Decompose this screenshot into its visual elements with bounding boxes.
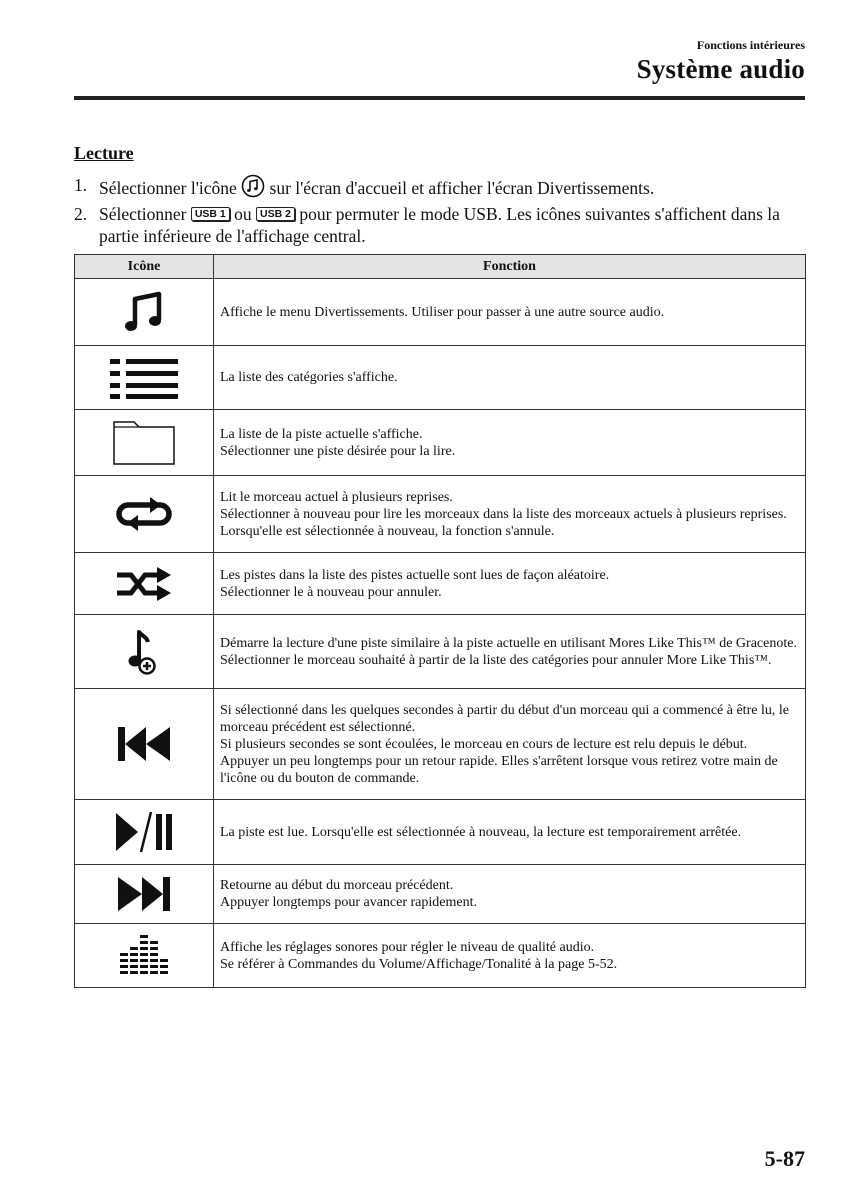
table-row (75, 865, 806, 924)
function-text: Affiche les réglages sonores pour régler le niveau de qualité audio. (220, 939, 595, 955)
function-text: La piste est lue. Lorsqu'elle est sélectionnée à nouveau, la lecture est temporairement arrêtée. (220, 824, 742, 840)
step-text: Sélectionner l'icône (99, 178, 237, 198)
folder-icon (112, 420, 176, 466)
icon-function-table (74, 254, 806, 988)
column-header-function: Fonction (214, 255, 806, 279)
more-like-this-icon (126, 628, 162, 676)
table-row (75, 553, 806, 615)
section-title: Lecture (74, 143, 134, 163)
table-row (75, 689, 806, 800)
function-text: Sélectionner le à nouveau pour annuler. (220, 584, 442, 600)
play-pause-icon (114, 810, 174, 854)
function-text: La liste des catégories s'affiche. (220, 370, 398, 385)
step-text: ou (234, 204, 252, 224)
equalizer-icon (118, 933, 170, 979)
table-row (75, 800, 806, 865)
repeat-icon (114, 493, 174, 535)
page-title: Système audio (636, 54, 805, 84)
table-row (75, 924, 806, 988)
function-text: Démarre la lecture d'une piste similaire à la piste actuelle en utilisant Mores Like This™ de Gracenote. (220, 635, 797, 651)
header-rule (74, 96, 805, 100)
table-row (75, 346, 806, 410)
step-number: 2. (74, 204, 88, 224)
chapter-subtitle: Fonctions intérieures (696, 38, 805, 52)
function-text: Appuyer longtemps pour avancer rapidement. (220, 895, 477, 910)
previous-track-icon (116, 725, 172, 763)
function-text: Si sélectionné dans les quelques secondes à partir du début d'un morceau qui a commencé à être lu, le morceau précédent est sélectionné. (220, 702, 789, 735)
shuffle-icon (113, 563, 175, 605)
function-text: Sélectionner une piste désirée pour la lire. (220, 443, 456, 459)
steps-list (74, 174, 809, 247)
function-text: Lit le morceau actuel à plusieurs reprises. (220, 489, 453, 505)
table-row (75, 410, 806, 476)
function-text: Sélectionner à nouveau pour lire les morceaux dans la liste des morceaux actuels à plusieurs reprises. (220, 506, 787, 522)
function-text: Affiche le menu Divertissements. Utiliser pour passer à une autre source audio. (220, 304, 665, 320)
function-text: Sélectionner le morceau souhaité à partir de la liste des catégories pour annuler More Like This™. (220, 652, 772, 668)
next-track-icon (116, 875, 172, 913)
function-text: Lorsqu'elle est sélectionnée à nouveau, la fonction s'annule. (220, 523, 555, 539)
function-text: Si plusieurs secondes se sont écoulées, le morceau en cours de lecture est relu depuis le début. (220, 736, 748, 752)
table-row (75, 615, 806, 689)
usb2-button-icon: USB 2 (256, 207, 295, 221)
step-text: Sélectionner (99, 204, 187, 224)
step-1 (74, 174, 809, 203)
usb1-button-icon: USB 1 (191, 207, 230, 221)
table-header-row (75, 255, 806, 279)
category-list-icon (109, 356, 179, 400)
function-text: La liste de la piste actuelle s'affiche. (220, 426, 423, 442)
function-text: Les pistes dans la liste des pistes actuelle sont lues de façon aléatoire. (220, 567, 610, 583)
music-note-icon (121, 289, 167, 335)
step-2 (74, 203, 809, 247)
column-header-icon: Icône (75, 255, 214, 279)
step-number: 1. (74, 175, 88, 195)
function-text: Retourne au début du morceau précédent. (220, 878, 454, 893)
step-text: pour permuter le mode USB. Les icônes suivantes s'affichent dans la partie inférieure de l'affichage central. (99, 204, 780, 246)
table-row (75, 279, 806, 346)
entertainment-icon (241, 174, 265, 203)
step-text: sur l'écran d'accueil et afficher l'écran Divertissements. (269, 178, 655, 198)
table-row (75, 476, 806, 553)
function-text: Appuyer un peu longtemps pour un retour rapide. Elles s'arrêtent lorsque vous retirez votre main de l'icône ou du bouton de commande. (220, 753, 778, 786)
function-text: Se référer à Commandes du Volume/Affichage/Tonalité à la page 5-52. (220, 956, 618, 972)
page-number: 5-87 (764, 1146, 805, 1171)
